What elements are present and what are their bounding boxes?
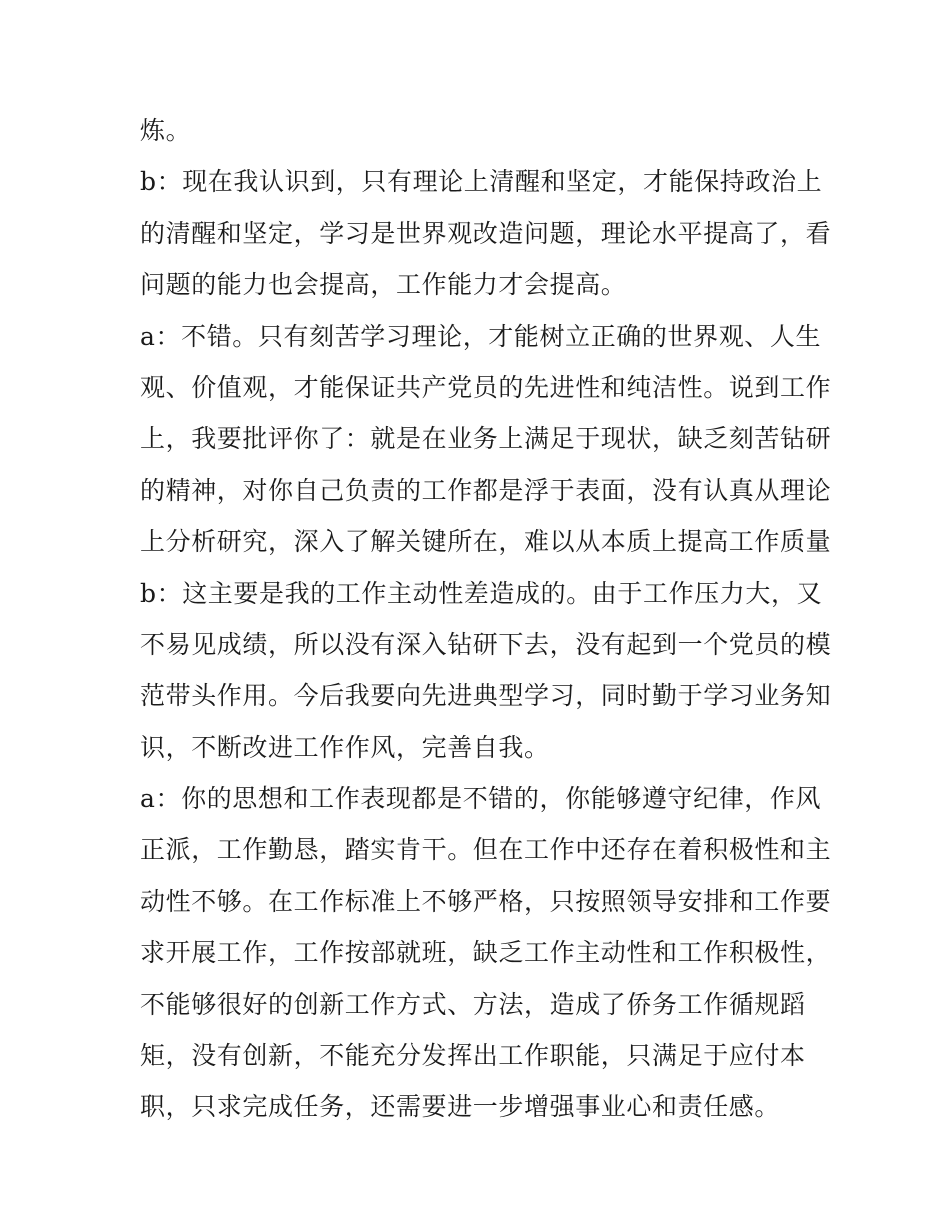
text-line: 求开展工作，工作按部就班，缺乏工作主动性和工作积极性， [140,938,832,968]
text-line: a：你的思想和工作表现都是不错的，你能够遵守纪律，作风 [140,784,822,814]
text-line: 上，我要批评你了：就是在业务上满足于现状，缺乏刻苦钻研 [140,424,832,454]
text-line: 炼。 [140,116,192,145]
text-line: 的精神，对你自己负责的工作都是浮于表面，没有认真从理论 [140,475,832,505]
text-line: 动性不够。在工作标准上不够严格，只按照领导安排和工作要 [140,886,832,916]
text-line: 识，不断改进工作作风，完善自我。 [140,732,550,762]
text-line: b：现在我认识到，只有理论上清醒和坚定，才能保持政治上 [140,167,823,197]
text-line: 正派，工作勤恳，踏实肯干。但在工作中还存在着积极性和主 [140,835,832,865]
text-line: 问题的能力也会提高，工作能力才会提高。 [140,270,627,300]
dialogue-text-block [140,105,832,1133]
text-line: 观、价值观，才能保证共产党员的先进性和纯洁性。说到工作 [140,372,832,402]
text-line: 不能够很好的创新工作方式、方法，造成了侨务工作循规蹈 [140,989,806,1019]
text-line: 范带头作用。今后我要向先进典型学习，同时勤于学习业务知 [140,681,832,711]
text-line: b：这主要是我的工作主动性差造成的。由于工作压力大，又 [140,578,823,608]
text-line: 矩，没有创新，不能充分发挥出工作职能，只满足于应付本 [140,1041,806,1071]
text-line: 上分析研究，深入了解关键所在，难以从本质上提高工作质量 [140,527,832,557]
text-line: a：不错。只有刻苦学习理论，才能树立正确的世界观、人生 [140,321,822,351]
text-line: 职，只求完成任务，还需要进一步增强事业心和责任感。 [140,1092,781,1122]
text-line: 的清醒和坚定，学习是世界观改造问题，理论水平提高了，看 [140,218,832,248]
text-line: 不易见成绩，所以没有深入钻研下去，没有起到一个党员的模 [140,629,832,659]
